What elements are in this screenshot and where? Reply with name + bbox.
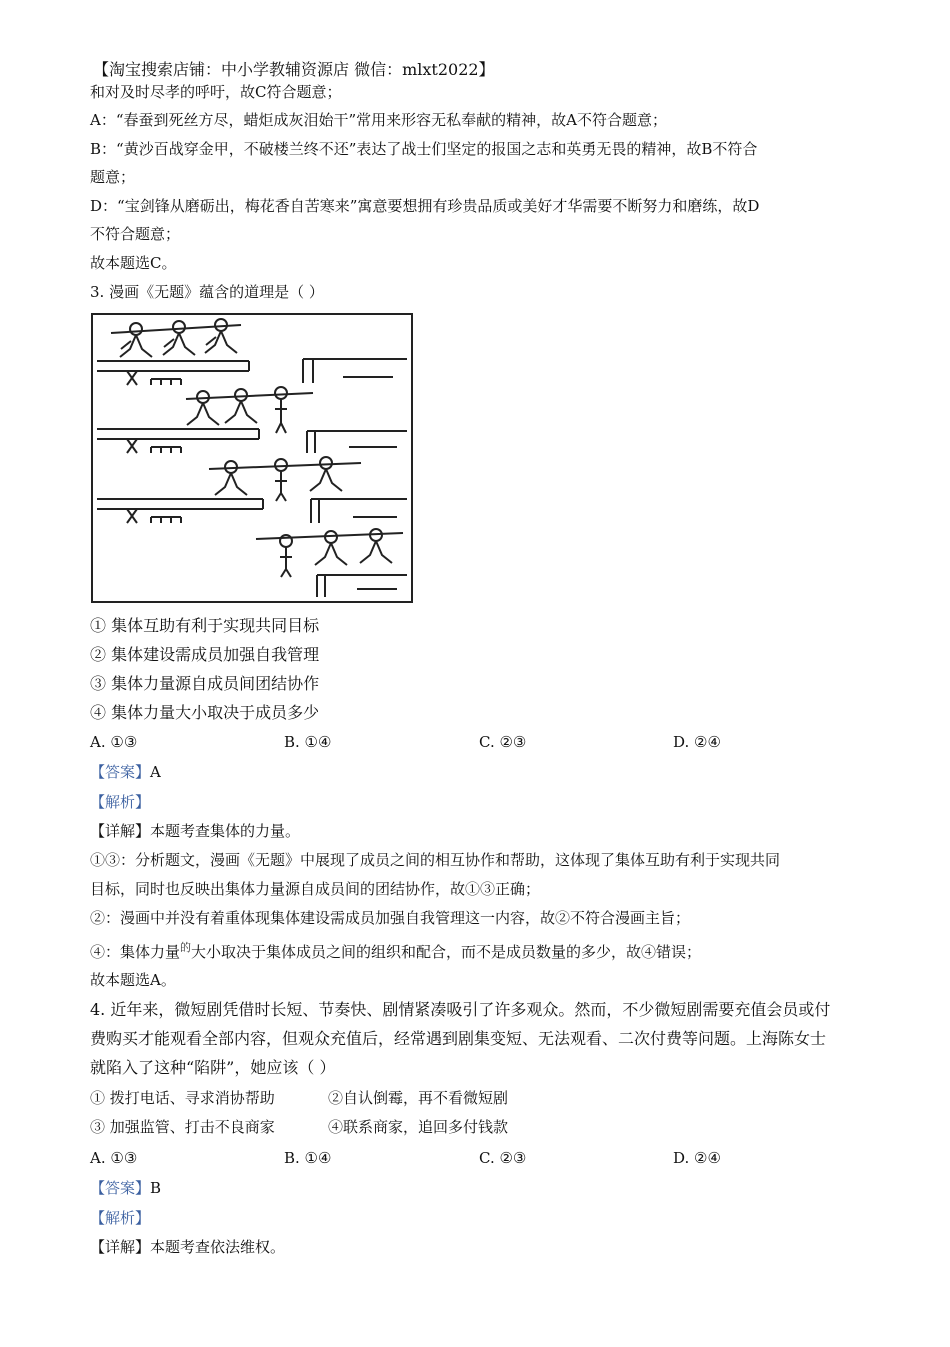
q2-line-6: 不符合题意； [90,225,181,243]
q3-explain-4-tiny: 的 [180,941,192,954]
q3-answer-value: A [150,763,161,781]
q4-answer-label: 【答案】 [90,1179,151,1197]
q3-explain-3: ②：漫画中并没有着重体现集体建设需成员加强自我管理这一内容，故②不符合漫画主旨； [90,909,691,927]
q3-answer-label: 【答案】 [90,763,151,781]
q4-choice-d: D. ②④ [673,1149,721,1167]
q4-item-2: ②自认倒霉，再不看微短剧 [328,1089,509,1107]
q3-choice-c: C. ②③ [479,733,527,751]
q3-item-1: ① 集体互助有利于实现共同目标 [90,616,320,635]
q2-line-1: 和对及时尽孝的呼吁，故C符合题意； [90,83,342,101]
q2-line-2: A：“春蚕到死丝方尽，蜡炬成灰泪始干”常用来形容无私奉献的精神，故A不符合题意； [90,111,668,129]
q3-choice-a: A. ①③ [90,733,138,751]
q4-stem-3: 就陷入了这种“陷阱”，她应该（ ） [90,1058,336,1077]
q4-choice-b: B. ①④ [284,1149,332,1167]
q3-answer [90,762,161,782]
q3-explain-4 [90,942,701,964]
q3-explain-4-b: 大小取决于集体成员之间的组织和配合，而不是成员数量的多少，故④错误； [191,943,702,961]
q4-stem-1: 4. 近年来，微短剧凭借时长短、节奏快、剧情紧凑吸引了许多观众。然而，不少微短剧需要充值会员或付 [90,1000,831,1019]
q3-analysis-label: 【解析】 [90,793,151,811]
q4-detail: 【详解】本题考查依法维权。 [90,1238,286,1256]
q2-line-4: 题意； [90,168,136,186]
q3-item-4: ④ 集体力量大小取决于成员多少 [90,703,320,722]
q4-choice-c: C. ②③ [479,1149,527,1167]
q3-explain-1: ①③：分析题文，漫画《无题》中展现了成员之间的相互协作和帮助，这体现了集体互助有利于实现共同 [90,851,781,869]
q4-choice-a: A. ①③ [90,1149,138,1167]
q3-explain-2: 目标，同时也反映出集体力量源自成员间的团结协作，故①③正确； [90,880,541,898]
q3-detail: 【详解】本题考查集体的力量。 [90,822,301,840]
q4-analysis-label: 【解析】 [90,1209,151,1227]
q4-item-4: ④联系商家，追回多付钱款 [328,1118,509,1136]
q3-stem: 3. 漫画《无题》蕴含的道理是（ ） [90,283,324,301]
cartoon-illustration [91,313,413,603]
q2-line-3: B：“黄沙百战穿金甲，不破楼兰终不还”表达了战士们坚定的报国之志和英勇无畏的精神，故B不符合 [90,140,758,158]
shop-header: 【淘宝搜索店铺：中小学教辅资源店 微信：mlxt2022】 [93,60,495,79]
q2-line-5: D：“宝剑锋从磨砺出，梅花香自苦寒来”寓意要想拥有珍贵品质或美好才华需要不断努力和磨练，故D [90,197,760,215]
q2-line-7: 故本题选C。 [90,254,177,272]
q3-explain-4-a: ④：集体力量 [90,943,181,961]
q4-answer [90,1178,161,1198]
q3-choice-b: B. ①④ [284,733,332,751]
q3-item-3: ③ 集体力量源自成员间团结协作 [90,674,320,693]
q4-answer-value: B [150,1179,162,1197]
q4-item-1: ① 拨打电话、寻求消协帮助 [90,1089,275,1107]
q3-choice-d: D. ②④ [673,733,721,751]
q4-stem-2: 费购买才能观看全部内容，但观众充值后，经常遇到剧集变短、无法观看、二次付费等问题。上海陈女士 [90,1029,827,1048]
q3-conclusion: 故本题选A。 [90,971,176,989]
q4-item-3: ③ 加强监管、打击不良商家 [90,1118,275,1136]
q3-item-2: ② 集体建设需成员加强自我管理 [90,645,320,664]
